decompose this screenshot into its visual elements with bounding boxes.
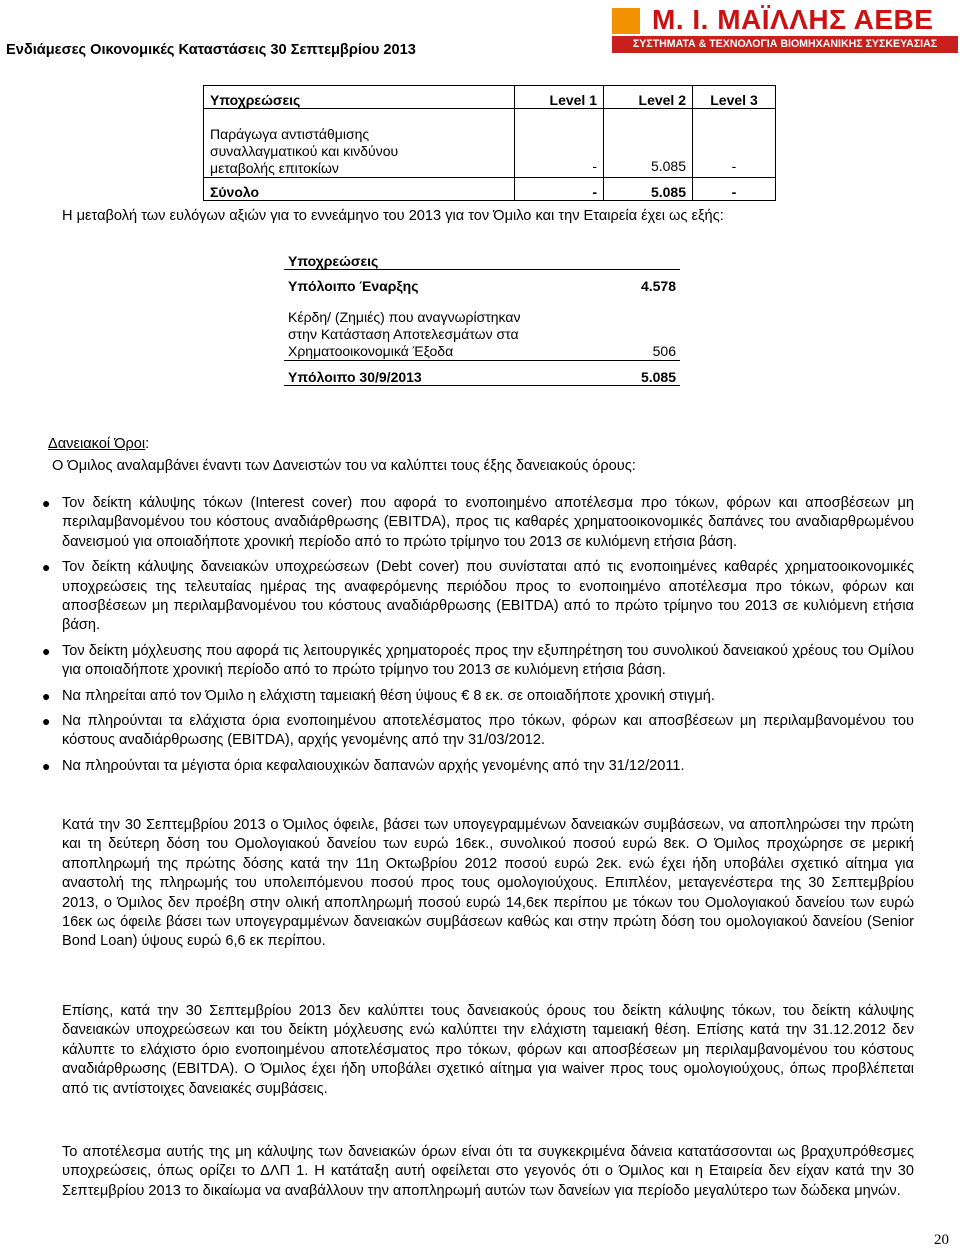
table-row	[284, 245, 680, 270]
bullet-icon: ●	[42, 642, 51, 659]
table-total-row	[204, 178, 776, 201]
header-liabilities: Υποχρεώσεις	[204, 86, 515, 109]
gain-label-line: στην Κατάσταση Αποτελεσμάτων στα	[288, 326, 519, 342]
bullet-icon: ●	[42, 713, 51, 730]
list-item-text: Τον δείκτη κάλυψης τόκων (Interest cover) που αφορά το ενοποιημένο αποτέλεσμα προ τόκων, φόρων και αποσβέσεων μη περιλαμβανομένου του κόστους αναδιάρθρωσης (EBITDA), προς τις καθαρές χρηματοοικονομικές δαπάνες του αναδιαρθρωμένου δανεισμού για οποιαδήποτε χρονική περίοδο από το πρώτο τρίμηνο του 2013 σε κυλιόμενη ετήσια βάση.	[62, 495, 914, 550]
closing-balance-label: Υπόλοιπο 30/9/2013	[284, 361, 610, 386]
gain-label-line: Κέρδη/ (Ζημιές) που αναγνωρίστηκαν	[288, 309, 521, 325]
closing-balance-value: 5.085	[610, 361, 680, 386]
row-label-line: συναλλαγματικού και κινδύνου	[210, 143, 399, 159]
row-label-line: Παράγωγα αντιστάθμισης	[210, 126, 370, 142]
total-level-2: 5.085	[604, 178, 693, 201]
paragraph-classification: Το αποτέλεσμα αυτής της μη κάλυψης των δανειακών όρων είναι ότι τα συγκεκριμένα δάνεια κατατάσσονται ως βραχυπρόθεσμες υποχρεώσεις, όπως ορίζει το ΔΛΠ 1. Η κατάταξη αυτή οφείλεται στο γεγονός ότι ο Όμιλος και η Εταιρεία δεν είχαν κατά την 30 Σεπτεμβρίου 2013 το δικαίωμα να αναβάλλουν την αποπληρωμή αυτών των δανείων για περίοδο μεγαλύτερο των δώδεκα μηνών.	[62, 1144, 914, 1199]
logo-company-name: Μ. Ι. ΜΑΪΛΛΗΣ ΑΕΒΕ	[652, 4, 934, 35]
gain-loss-value: 506	[652, 343, 676, 359]
list-item-text: Τον δείκτη μόχλευσης που αφορά τις λειτουργικές χρηματοροές προς την εξυπηρέτηση του συνολικού δανειακού χρέους του Ομίλου για οποιαδήποτε χρονική περίοδο από το πρώτο τρίμηνο του 2013 σε κυλιόμενη ετήσια βάση.	[62, 642, 914, 679]
movement-title: Υποχρεώσεις	[288, 253, 379, 269]
total-label: Σύνολο	[204, 178, 515, 201]
list-item-text: Να πληρούνται τα ελάχιστα όρια ενοποιημένου αποτελέσματος προ τόκων, φόρων και αποσβέσεων μη περιλαμβανομένου του κόστους αναδιάρθρωσης (EBITDA), αρχής γενομένης από την 31/03/2012.	[62, 713, 914, 749]
fair-value-table	[203, 85, 776, 201]
table-row	[204, 109, 776, 178]
row-level-1: -	[515, 109, 604, 178]
opening-balance-value: 4.578	[610, 270, 680, 295]
loan-terms-title	[48, 436, 149, 452]
list-item	[42, 712, 914, 751]
bullet-icon: ●	[42, 559, 51, 576]
logo-tagline: ΣΥΣΤΗΜΑΤΑ & ΤΕΧΝΟΛΟΓΙΑ ΒΙΟΜΗΧΑΝΙΚΗΣ ΣΥΣΚΕΥΑΣΙΑΣ	[612, 36, 958, 53]
page-number: 20	[934, 1232, 949, 1248]
bullet-icon: ●	[42, 495, 51, 511]
loan-terms-title-text: Δανειακοί Όροι	[48, 436, 146, 452]
row-level-2: 5.085	[604, 109, 693, 178]
table-row	[284, 294, 680, 361]
bullet-icon: ●	[42, 687, 51, 704]
list-item-text: Να πληρούνται τα μέγιστα όρια κεφαλαιουχικών δαπανών αρχής γενομένης από την 31/12/2011.	[62, 757, 685, 774]
company-logo	[612, 4, 958, 52]
row-level-3: -	[693, 109, 776, 178]
total-level-1: -	[515, 178, 604, 201]
list-item	[42, 558, 914, 636]
list-item	[42, 757, 914, 776]
logo-square	[612, 8, 640, 34]
header-level-3: Level 3	[693, 86, 776, 109]
table-header-row	[204, 86, 776, 109]
loan-terms-title-colon: :	[145, 436, 150, 452]
table-row	[284, 361, 680, 386]
loan-terms-intro: Ο Όμιλος αναλαμβάνει έναντι των Δανειστών του να καλύπτει τους έξης δανειακούς όρους:	[52, 458, 636, 474]
movement-table	[284, 245, 680, 386]
row-label	[204, 109, 515, 178]
total-level-3: -	[693, 178, 776, 201]
paragraph-repayment: Κατά την 30 Σεπτεμβρίου 2013 ο Όμιλος όφειλε, βάσει των υπογεγραμμένων δανειακών συμβάσεων, να αποπληρώσει την πρώτη και τη δεύτερη δόση του Ομολογιακού δανείου των ευρώ 16εκ., συνολικού ποσού ευρώ 8εκ. Ο Όμιλος προχώρησε σε μερική αποπληρωμή της πρώτης δόσης κατά την 11η Οκτωβρίου 2012 ποσού ευρώ 2εκ. ενώ έχει ήδη υποβάλει σχετικό αίτημα για αναστολή της πληρωμής του υπολειπόμενου ποσού προς τους ομολογιούχους. Επιπλέον, μεταγενέστερα της 30 Σεπτεμβρίου 2013, ο Όμιλος δεν προέβη στην ολική αποπληρωμή ποσού ευρώ 14,6εκ περίπου με τόκων του Ομολογιακού δανείου των ευρώ 16εκ ως όφειλε βάσει των υπογεγραμμένων δανειακών συμβάσεων καθώς και στην πρώτη δόση του ομολογιακού δανείου (Senior Bond Loan) ύψους ευρώ 6,6 εκ περίπου.	[62, 817, 914, 950]
loan-terms-list	[42, 494, 914, 776]
gain-label-line: Χρηματοοικονομικά Έξοδα	[288, 343, 454, 359]
table-row	[284, 270, 680, 295]
list-item-text: Τον δείκτη κάλυψης δανειακών υποχρεώσεων (Debt cover) που συνίσταται από τις ενοποιημένες καθαρές χρηματοοικονομικές υποχρεώσεις της τελευταίας ημέρας της αναφερόμενης περιόδου προς το ενοποιημένο αποτέλεσμα προ τόκων, φόρων και αποσβέσεων μη περιλαμβανομένου του κόστους αναδιάρθρωσης (EBITDA) από το πρώτο τρίμηνο του 2013 σε κυλιόμενη ετήσια βάση.	[62, 559, 914, 634]
list-item	[42, 494, 914, 552]
list-item	[42, 642, 914, 681]
row-label-line: μεταβολής επιτοκίων	[210, 160, 339, 176]
paragraph-covenants: Επίσης, κατά την 30 Σεπτεμβρίου 2013 δεν καλύπτει τους δανειακούς όρους του δείκτη κάλυψης τόκων, του δείκτη κάλυψης δανειακών υποχρεώσεων και του δείκτη μόχλευσης ενώ καλύπτει την ελάχιστη ταμειακή θέση. Επίσης κατά την 31.12.2012 δεν κάλυπτε το ελάχιστο όριο ενοποιημένου αποτελέσματος προ τόκων, φόρων και αποσβέσεων μη περιλαμβανομένου του κόστους αναδιάρθρωσης (EBITDA). Ο Όμιλος έχει ήδη υποβάλει σχετικό αίτημα για waiver προς τους ομολογιούχους, όπως προβλέπεται από τις αντίστοιχες δανειακές συμβάσεις.	[62, 1003, 914, 1097]
bullet-icon: ●	[42, 757, 51, 774]
list-item-text: Να πληρείται από τον Όμιλο η ελάχιστη ταμειακή θέση ύψους € 8 εκ. σε οποιαδήποτε χρονική στιγμή.	[62, 687, 715, 704]
header-level-1: Level 1	[515, 86, 604, 109]
opening-balance-label: Υπόλοιπο Έναρξης	[284, 270, 610, 295]
movement-intro: Η μεταβολή των ευλόγων αξιών για το εννεάμηνο του 2013 για τον Όμιλο και την Εταιρεία έχει ως εξής:	[62, 208, 724, 224]
gain-loss-label	[284, 294, 610, 361]
list-item	[42, 687, 914, 706]
document-header-title: Ενδιάμεσες Οικονομικές Καταστάσεις 30 Σεπτεμβρίου 2013	[6, 42, 416, 58]
header-level-2: Level 2	[604, 86, 693, 109]
